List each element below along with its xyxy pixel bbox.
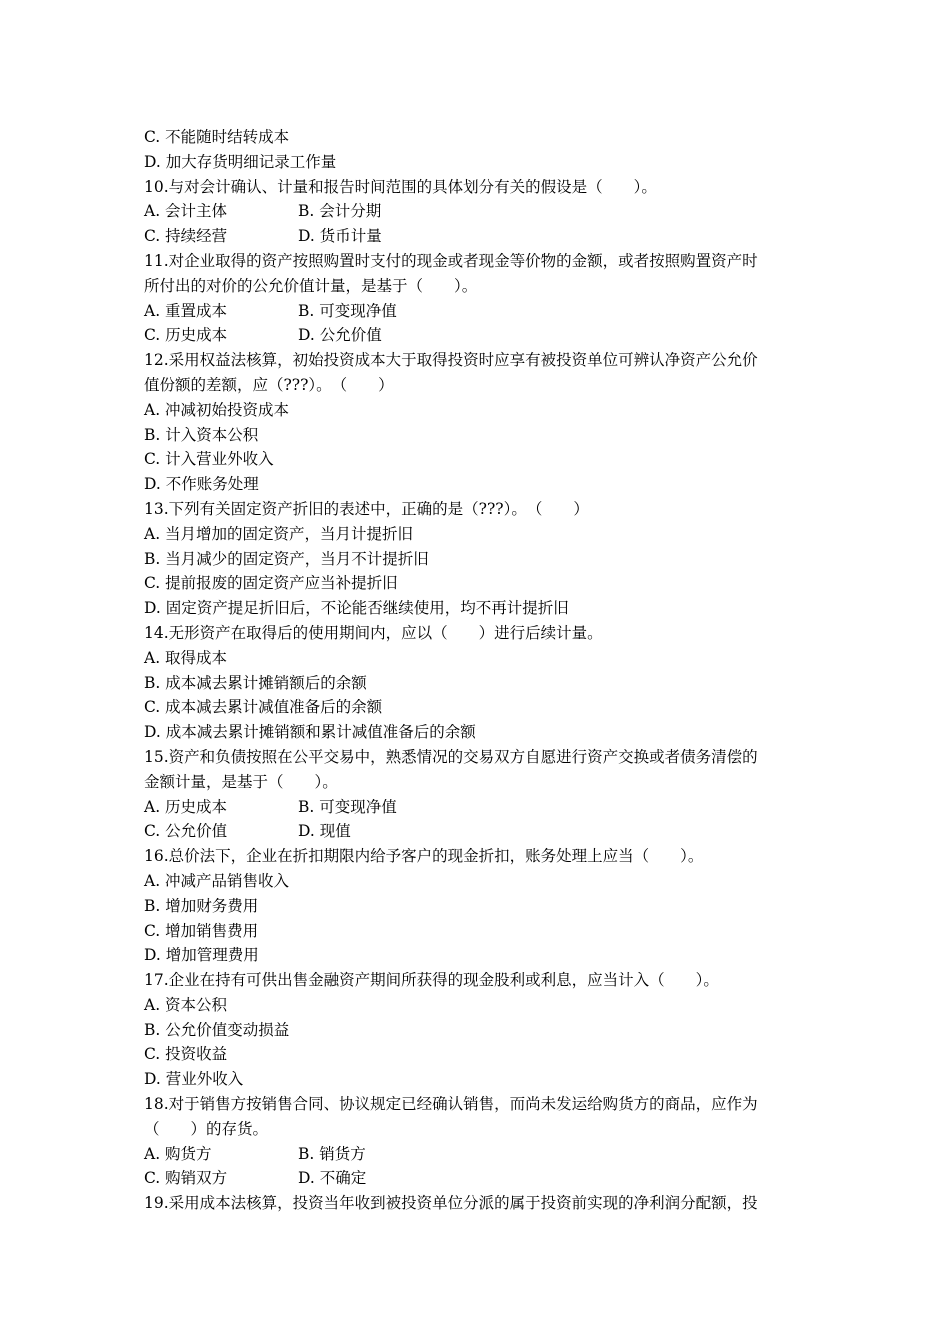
option-text: B. 可变现净值 <box>298 797 397 816</box>
text-line: 值份额的差额，应（???）。 （ ） <box>144 375 394 394</box>
text-line: B. 增加财务费用 <box>144 896 259 915</box>
text-line: B. 成本减去累计摊销额后的余额 <box>144 673 367 692</box>
option-text: D. 货币计量 <box>298 227 382 246</box>
text-line: 16.总价法下，企业在折扣期限内给予客户的现金折扣，账务处理上应当（ ）。 <box>144 847 704 866</box>
text-line: 10.与对会计确认、计量和报告时间范围的具体划分有关的假设是（ ）。 <box>144 177 657 196</box>
option-pair-line <box>144 299 809 324</box>
text-line: B. 当月减少的固定资产，当月不计提折旧 <box>144 549 429 568</box>
text-line: B. 公允价值变动损益 <box>144 1020 290 1039</box>
option-pair-line <box>144 1166 809 1191</box>
text-line: C. 提前报废的固定资产应当补提折旧 <box>144 574 398 593</box>
option-pair-line <box>144 224 809 249</box>
text-line: A. 资本公积 <box>144 995 228 1014</box>
option-text: A. 重置成本 <box>144 301 228 320</box>
option-text: D. 不确定 <box>298 1169 367 1188</box>
text-line: 19.采用成本法核算，投资当年收到被投资单位分派的属于投资前实现的净利润分配额，投 <box>144 1194 758 1213</box>
option-pair-line <box>144 323 809 348</box>
text-line: D. 固定资产提足折旧后，不论能否继续使用，均不再计提折旧 <box>144 599 569 618</box>
text-line: A. 当月增加的固定资产，当月计提折旧 <box>144 524 414 543</box>
text-line: 11.对企业取得的资产按照购置时支付的现金或者现金等价物的金额，或者按照购置资产时 <box>144 251 758 270</box>
text-line: C. 成本减去累计减值准备后的余额 <box>144 698 383 717</box>
text-line: C. 增加销售费用 <box>144 921 259 940</box>
option-text: D. 公允价值 <box>298 326 382 345</box>
option-text: A. 会计主体 <box>144 202 228 221</box>
text-line: C. 不能随时结转成本 <box>144 128 290 146</box>
option-pair-line <box>144 819 809 844</box>
document-page <box>144 125 809 1216</box>
text-line: D. 营业外收入 <box>144 1070 244 1089</box>
option-pair-line <box>144 1142 809 1167</box>
text-line: 18.对于销售方按销售合同、协议规定已经确认销售，而尚未发运给购货方的商品，应作为 <box>144 1095 758 1114</box>
option-text: A. 购货方 <box>144 1144 212 1163</box>
text-line: A. 冲减产品销售收入 <box>144 871 290 890</box>
text-line: D. 加大存货明细记录工作量 <box>144 152 337 171</box>
option-text: C. 历史成本 <box>144 326 228 345</box>
text-line: 13.下列有关固定资产折旧的表述中，正确的是（???）。 （ ） <box>144 499 589 518</box>
option-text: D. 现值 <box>298 822 351 841</box>
text-line: D. 增加管理费用 <box>144 946 259 965</box>
text-line: A. 取得成本 <box>144 648 228 667</box>
text-line: B. 计入资本公积 <box>144 425 259 444</box>
option-text: B. 销货方 <box>298 1144 366 1163</box>
option-text: C. 公允价值 <box>144 822 228 841</box>
text-line: C. 计入营业外收入 <box>144 450 274 469</box>
option-pair-line <box>144 795 809 820</box>
option-text: B. 可变现净值 <box>298 301 397 320</box>
option-text: A. 历史成本 <box>144 797 228 816</box>
text-line: D. 成本减去累计摊销额和累计减值准备后的余额 <box>144 723 476 742</box>
text-line: D. 不作账务处理 <box>144 475 259 494</box>
text-line: （ ）的存货。 <box>144 1119 269 1138</box>
text-line: A. 冲减初始投资成本 <box>144 400 290 419</box>
text-line: 12.采用权益法核算，初始投资成本大于取得投资时应享有被投资单位可辨认净资产公允价 <box>144 351 758 370</box>
option-pair-line <box>144 199 809 224</box>
option-text: C. 持续经营 <box>144 227 228 246</box>
text-line: C. 投资收益 <box>144 1045 228 1064</box>
text-line: 17.企业在持有可供出售金融资产期间所获得的现金股利或利息，应当计入（ ）。 <box>144 971 719 990</box>
text-line: 所付出的对价的公允价值计量，是基于（ ）。 <box>144 276 478 295</box>
option-text: C. 购销双方 <box>144 1169 228 1188</box>
text-line: 15.资产和负债按照在公平交易中，熟悉情况的交易双方自愿进行资产交换或者债务清偿的 <box>144 747 758 766</box>
option-text: B. 会计分期 <box>298 202 382 221</box>
text-line: 金额计量，是基于（ ）。 <box>144 772 338 791</box>
text-line: 14.无形资产在取得后的使用期间内，应以（ ）进行后续计量。 <box>144 623 603 642</box>
